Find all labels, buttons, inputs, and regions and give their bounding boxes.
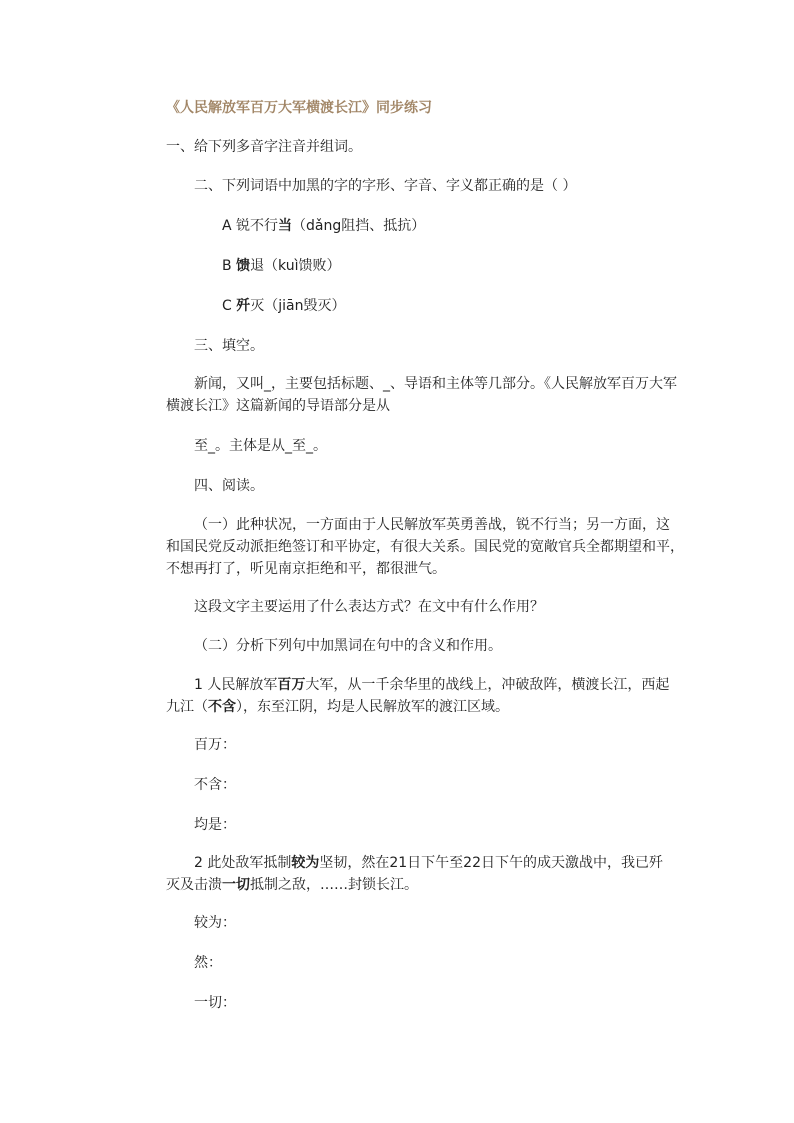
option-c-prefix: C [222, 298, 237, 314]
reading-1-line-2: 和国民党反动派拒绝签订和平协定，有很大关系。国民党的宽敞官兵全都期望和平， [166, 539, 684, 555]
option-b-rest: 退（kuì馈败） [250, 258, 341, 274]
question-1: 一、给下列多音字注音并组词。 [166, 139, 362, 155]
sentence-1-line-2 [166, 697, 509, 717]
q3-paragraph-line-1: 新闻，又叫_，主要包括标题、_、导语和主体等几部分。《人民解放军百万大军 [194, 376, 677, 392]
sentence-2-line-1 [194, 853, 663, 873]
sentence-2-part: 坚韧，然在21日下午至22日下午的成天激战中，我已歼 [319, 855, 663, 871]
sentence-1-bold-word: 百万 [277, 677, 306, 693]
reading-1-line-3: 不想再打了，听见南京拒绝和平，都很泄气。 [166, 561, 446, 577]
option-c-bold: 歼 [236, 298, 251, 314]
term-answer: 均是： [194, 817, 236, 833]
option-b [222, 256, 341, 276]
reading-2-instruction: （二）分析下列句中加黑词在句中的含义和作用。 [194, 638, 502, 654]
option-a [222, 216, 425, 236]
sentence-1-part: 1 人民解放军 [194, 677, 278, 693]
reading-1-question: 这段文字主要运用了什么表达方式？在文中有什么作用？ [194, 599, 544, 615]
reading-1-line-1: （一）此种状况，一方面由于人民解放军英勇善战，锐不行当；另一方面，这 [194, 517, 670, 533]
term-answer: 一切： [194, 995, 236, 1011]
sentence-1-part: 九江（ [166, 699, 208, 715]
sentence-1-part: ），东至江阴，均是人民解放军的渡江区域。 [236, 699, 509, 715]
question-4: 四、阅读。 [194, 478, 264, 494]
term-answer: 较为： [194, 915, 236, 931]
question-2: 二、下列词语中加黑的字的字形、字音、字义都正确的是（ ） [194, 178, 577, 194]
question-3: 三、填空。 [194, 338, 264, 354]
sentence-2-bold-word: 较为 [291, 855, 320, 871]
term-answer: 不含： [194, 777, 236, 793]
term-answer: 然： [194, 955, 222, 971]
option-c [222, 296, 345, 316]
option-c-rest: 灭（jiān毁灭） [250, 298, 346, 314]
sentence-1-bold-word: 不含 [208, 699, 236, 715]
q3-paragraph-line-3: 至_。主体是从_至_。 [194, 438, 327, 454]
term-answer: 百万： [194, 737, 236, 753]
option-a-bold: 当 [278, 218, 293, 234]
sentence-2-part: 抵制之敌，……封锁长江。 [250, 877, 418, 893]
sentence-2-line-2 [166, 875, 418, 895]
sentence-1-line-1 [194, 675, 669, 695]
option-a-rest: （dǎng阻挡、抵抗） [292, 218, 426, 234]
q3-paragraph-line-2: 横渡长江》这篇新闻的导语部分是从 [166, 398, 390, 414]
option-b-prefix: B [222, 258, 237, 274]
sentence-2-bold-word: 一切 [222, 877, 250, 893]
option-a-prefix: A 锐不行 [222, 218, 279, 234]
sentence-2-part: 灭及击溃 [166, 877, 222, 893]
sentence-2-part: 2 此处敌军抵制 [194, 855, 292, 871]
page-title: 《人民解放军百万大军横渡长江》同步练习 [166, 100, 432, 116]
option-b-bold: 馈 [236, 258, 251, 274]
sentence-1-part: 大军，从一千余华里的战线上，冲破敌阵，横渡长江，西起 [305, 677, 670, 693]
